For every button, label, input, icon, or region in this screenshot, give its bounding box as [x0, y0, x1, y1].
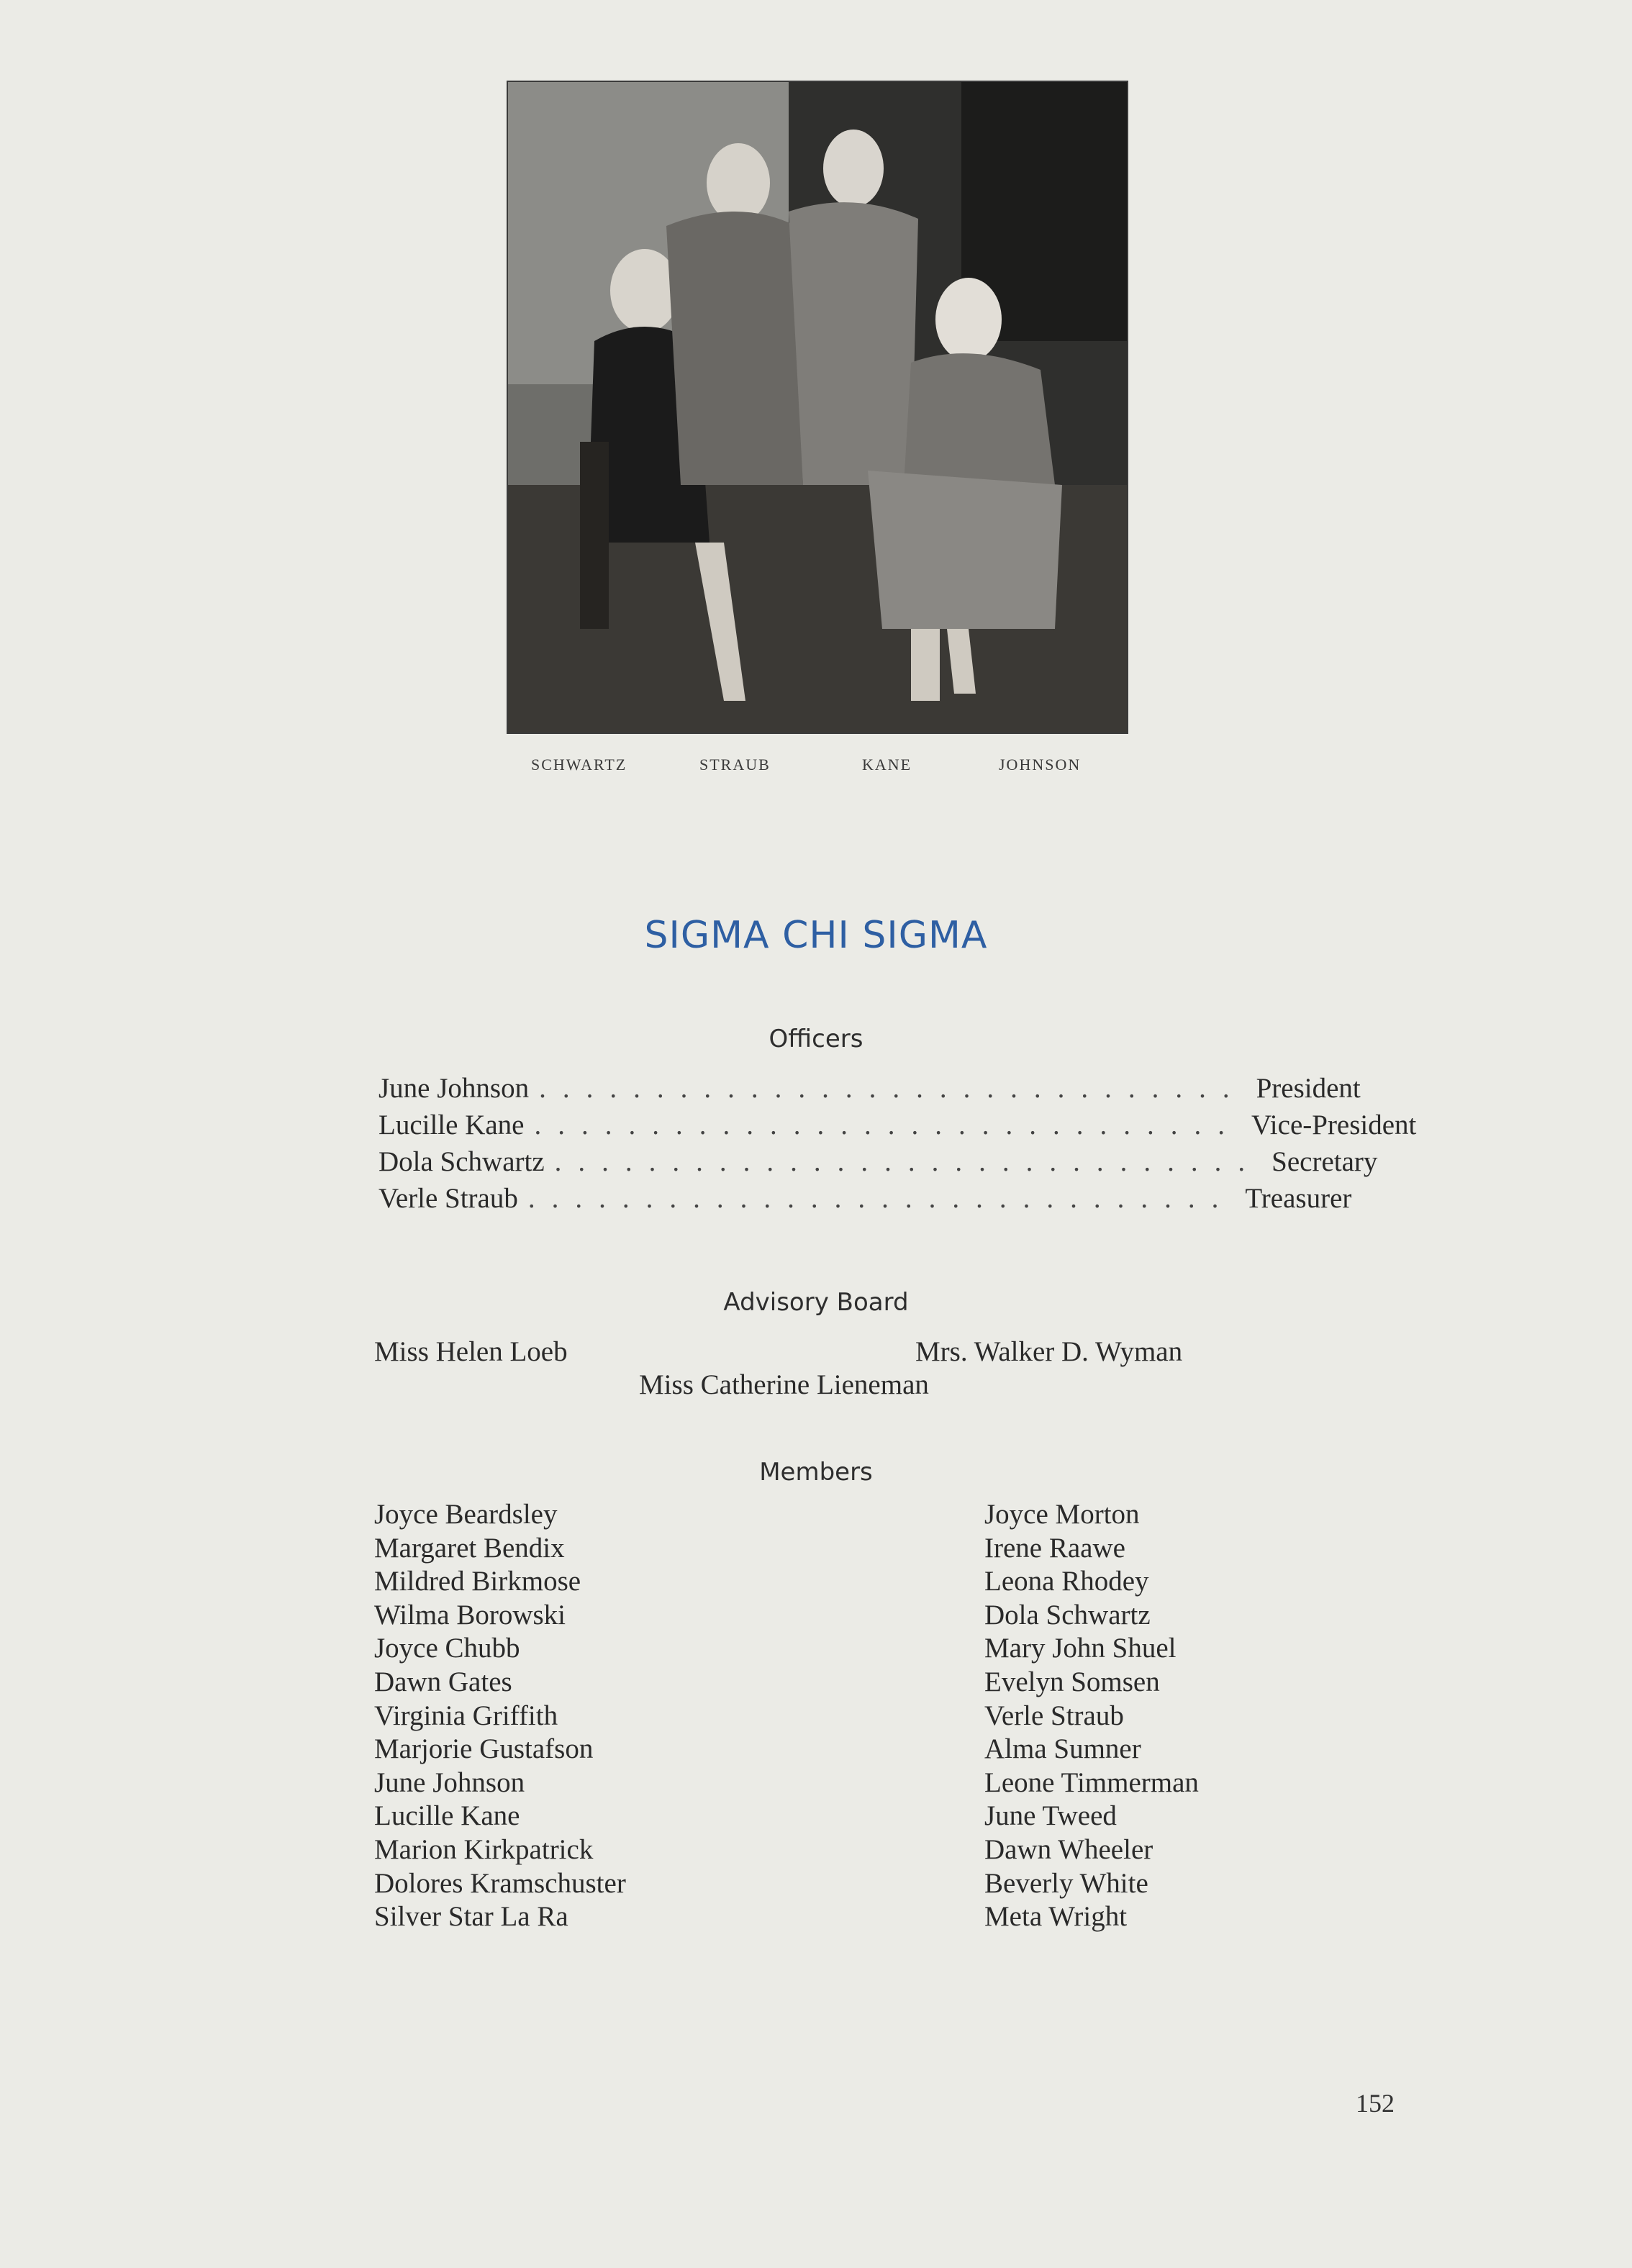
advisory-board-heading: Advisory Board — [723, 1288, 909, 1317]
member-name: Irene Raawe — [984, 1532, 1125, 1564]
page-title: SIGMA CHI SIGMA — [644, 914, 988, 957]
members-right-column — [984, 1498, 1199, 1934]
advisor-name: Miss Catherine Lieneman — [639, 1369, 929, 1400]
member-name: Meta Wright — [984, 1901, 1128, 1933]
member-name: Mildred Birkmose — [374, 1566, 581, 1597]
caption-johnson: JOHNSON — [999, 756, 1082, 774]
member-name: Leona Rhodey — [984, 1566, 1149, 1597]
leader-dots: .............................. — [554, 1146, 1262, 1177]
member-name: Dola Schwartz — [984, 1599, 1151, 1630]
member-name: Dawn Wheeler — [984, 1833, 1153, 1865]
caption-schwartz: SCHWARTZ — [531, 756, 627, 774]
member-name: Joyce Morton — [984, 1499, 1140, 1530]
leader-dots: .............................. — [527, 1183, 1236, 1214]
member-name: Alma Sumner — [984, 1733, 1141, 1765]
member-name: Virginia Griffith — [374, 1700, 558, 1731]
advisor-name: Mrs. Walker D. Wyman — [915, 1336, 1183, 1367]
member-name: Margaret Bendix — [374, 1532, 565, 1564]
officer-role: Vice-President — [1251, 1110, 1417, 1140]
officer-name: Lucille Kane — [378, 1110, 525, 1140]
member-name: Marjorie Gustafson — [374, 1733, 594, 1765]
officers-heading: Officers — [769, 1025, 863, 1053]
member-name: Dolores Kramschuster — [374, 1867, 626, 1899]
leader-dots: .............................. — [539, 1073, 1246, 1104]
leader-dots: .............................. — [534, 1110, 1241, 1140]
officer-role: President — [1256, 1073, 1361, 1104]
member-name: June Johnson — [374, 1766, 525, 1798]
advisor-name: Miss Helen Loeb — [374, 1336, 568, 1367]
member-name: Lucille Kane — [374, 1800, 520, 1832]
officer-row — [378, 1072, 1361, 1108]
officer-role: Secretary — [1271, 1146, 1378, 1177]
member-name: June Tweed — [984, 1800, 1117, 1832]
caption-kane: KANE — [862, 756, 912, 774]
member-name: Marion Kirkpatrick — [374, 1833, 594, 1865]
member-name: Dawn Gates — [374, 1666, 512, 1697]
officer-name: Verle Straub — [378, 1183, 518, 1214]
caption-straub: STRAUB — [699, 756, 771, 774]
member-name: Wilma Borowski — [374, 1599, 566, 1630]
officer-row — [378, 1109, 1417, 1145]
group-photo-image — [508, 82, 1127, 732]
members-heading: Members — [759, 1458, 873, 1487]
member-name: Evelyn Somsen — [984, 1666, 1160, 1697]
officer-name: Dola Schwartz — [378, 1146, 545, 1177]
page-number: 152 — [1356, 2089, 1395, 2118]
member-name: Verle Straub — [984, 1700, 1124, 1731]
member-name: Joyce Beardsley — [374, 1499, 558, 1530]
group-photo — [508, 82, 1127, 732]
member-name: Mary John Shuel — [984, 1633, 1177, 1664]
officer-role: Treasurer — [1245, 1183, 1352, 1214]
officer-name: June Johnson — [378, 1073, 530, 1104]
member-name: Joyce Chubb — [374, 1633, 520, 1664]
member-name: Silver Star La Ra — [374, 1901, 568, 1933]
member-name: Beverly White — [984, 1867, 1148, 1899]
members-left-column — [374, 1498, 626, 1934]
officer-row — [378, 1182, 1352, 1218]
member-name: Leone Timmerman — [984, 1766, 1199, 1798]
officer-row — [378, 1146, 1378, 1181]
